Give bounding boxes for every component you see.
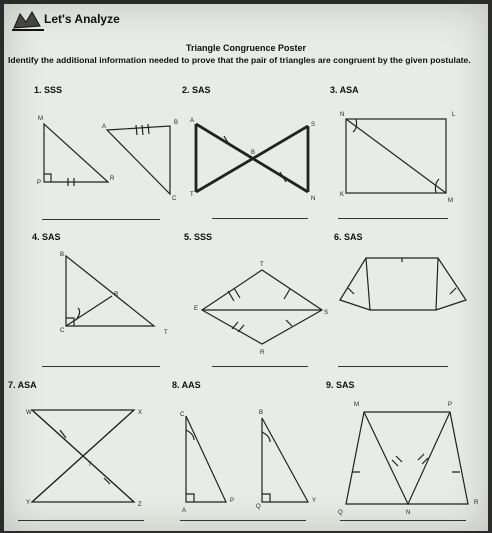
vertex-label: X (138, 410, 143, 416)
instructions-text: Identify the additional information needed to prove that the pair of triangles are congruent by the given postulate. (8, 55, 471, 65)
vertex-label: S (324, 310, 329, 316)
vertex-label: Z (138, 502, 142, 508)
problem-7-figure (32, 410, 134, 502)
vertex-label: Q (256, 504, 261, 510)
problem-9-label: 9. SAS (326, 380, 355, 390)
problem-9-figure (346, 412, 468, 504)
vertex-label: K (340, 192, 345, 198)
vertex-label: P (230, 498, 235, 504)
vertex-label: Y (312, 498, 317, 504)
vertex-label: M (38, 116, 43, 122)
vertex-label: P (37, 180, 42, 186)
vertex-label: T (260, 262, 264, 268)
header-title: Let's Analyze (44, 12, 120, 26)
vertex-label: A (102, 124, 107, 130)
problem-3-figure (346, 119, 446, 193)
vertex-label: T (164, 330, 168, 336)
vertex-label: L (452, 112, 456, 118)
problem-1-label: 1. SSS (34, 85, 63, 95)
vertex-label: N (340, 112, 345, 118)
vertex-label: M (354, 402, 359, 408)
vertex-label: C (60, 328, 65, 334)
vertex-label: P (448, 402, 453, 408)
worksheet-subtitle: Triangle Congruence Poster (185, 43, 307, 53)
vertex-label: A (190, 118, 195, 124)
problem-2-figure (196, 124, 308, 192)
problem-2-label: 2. SAS (182, 85, 211, 95)
problem-4-label: 4. SAS (32, 232, 61, 242)
problem-4-figure (66, 256, 154, 326)
vertex-label: R (260, 350, 265, 356)
problem-1-figure (44, 124, 170, 194)
vertex-label: C (180, 412, 185, 418)
problem-6-figure (340, 258, 466, 310)
vertex-label: N (406, 510, 411, 516)
vertex-label: M (448, 198, 453, 204)
problem-5-label: 5. SSS (184, 232, 213, 242)
figures-canvas (4, 4, 488, 531)
problem-5-figure (202, 270, 322, 344)
problem-8-figure (186, 416, 308, 502)
vertex-label: B (174, 120, 179, 126)
vertex-label: T (88, 462, 92, 468)
problem-8-label: 8. AAS (172, 380, 201, 390)
vertex-label: A (182, 508, 187, 514)
problem-7-label: 7. ASA (8, 380, 37, 390)
vertex-label: Y (26, 500, 31, 506)
vertex-label: E (194, 306, 199, 312)
vertex-label: S (311, 122, 316, 128)
vertex-label: B (251, 150, 256, 156)
problem-3-label: 3. ASA (330, 85, 359, 95)
vertex-label: C (172, 196, 177, 202)
vertex-label: T (190, 192, 194, 198)
vertex-label: B (60, 252, 65, 258)
vertex-label: W (26, 410, 32, 416)
vertex-label: R (114, 292, 119, 298)
vertex-label: N (311, 196, 316, 202)
vertex-label: R (110, 176, 115, 182)
vertex-label: B (259, 410, 264, 416)
problem-6-label: 6. SAS (334, 232, 363, 242)
vertex-label: R (474, 500, 479, 506)
worksheet-sheet (4, 4, 488, 531)
vertex-label: Q (338, 510, 343, 516)
